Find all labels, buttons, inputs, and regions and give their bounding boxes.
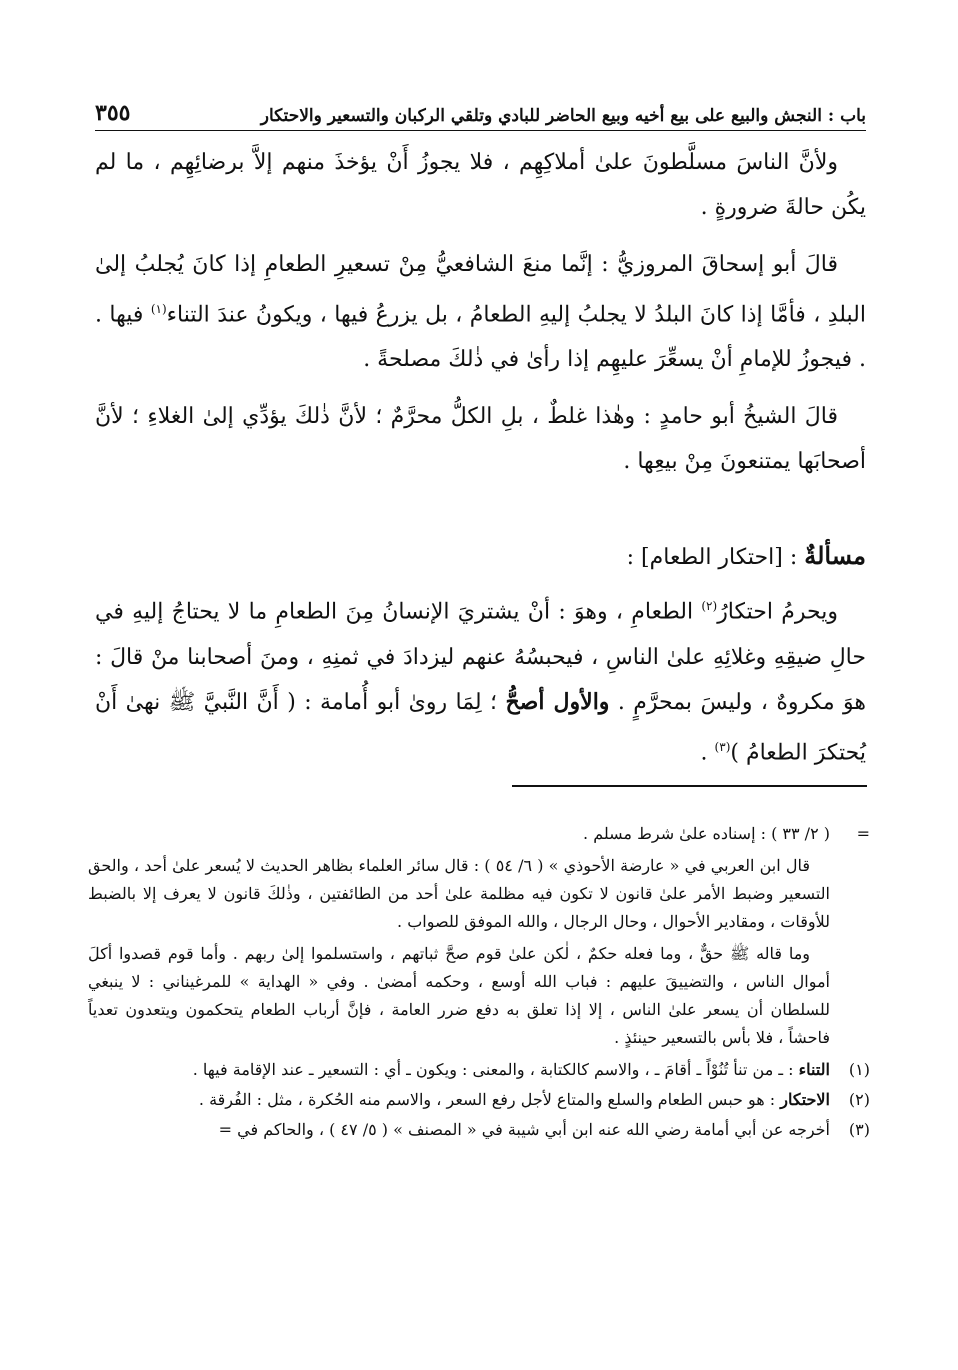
paragraph-4-part-3: ؛ لِمَا روىٰ أبو أُمامة : ( أَنَّ النَّبيَّ ﷺ نهىٰ أَنْ يُحتكرَ الطعامُ ) <box>95 689 866 765</box>
continued-line-3: وما قاله ﷺ حقٌّ ، وما فعله حكمٌ ، لٰكن علىٰ قوم صحَّ ثباتهم ، واستسلموا إلىٰ ربهم . وأما قوم قصدوا أكلَ أموال الناس ، والتضييقَ عليهم : فباب الله أوسع ، وحكمه أمضىٰ . وفي « الهداية » للمرغيناني : لا ينبغي للسلطان أن يسعر علىٰ الناس ، إلا إذا تعلق به دفع ضرر العامة ، فإنَّ أرباب الطعام يتحكمون ويتعدون تعدياً فاحشاً ، فلا بأس بالتسعير حينئذٍ . <box>88 944 830 1047</box>
footnote-number: (٢) <box>848 1090 870 1109</box>
paragraph-2 <box>95 242 866 382</box>
footnote-text <box>88 1056 830 1084</box>
paragraph-4-bold: والأول أصحُّ <box>505 688 610 715</box>
paragraph-4 <box>95 584 866 775</box>
continued-line-1: ( ٢/ ٣٣ ) : إسناده علىٰ شرط مسلم . <box>583 824 830 843</box>
footnote-body: : ـ من تنأ تُنُوْاً ـ أقامَ ـ ، والاسم كالكتابة ، والمعنى : ويكون ـ أي : التسعير ـ عند الإقامة فيها . <box>192 1060 799 1079</box>
footnote-separator <box>512 785 867 787</box>
footnote-text <box>88 1116 830 1144</box>
continued-line-2: قال ابن العربي في « عارضة الأحوذي » ( ٦/ ٥٤ ) : قال سائر العلماء بظاهر الحديث لا يُسعر علىٰ أحد ، والحق التسعير وضبط الأمر علىٰ قانون لا تكون فيه مظلمة علىٰ أحد من الطائفتين ، وذٰلكَ قانون لا يعرف إلا بالضبط للأوقات ، ومقادير الأحوال ، وحال الرجال ، والله الموفق للصواب . <box>88 856 831 931</box>
continuation-mark: = <box>856 824 870 843</box>
running-header <box>95 86 866 131</box>
paragraph-2-part-1: قالَ أبو إسحاقَ المروزيُّ : إنَّما منعَ الشافعيُّ مِنْ تسعيرِ الطعامِ إذا كانَ يُجلبُ إلىٰ البلدِ ، فأمَّا إذا كانَ البلدُ لا يجلبُ إليهِ الطعامُ ، بل يزرعُ فيها ، ويكونُ عندَ التناء <box>95 252 866 328</box>
paragraph-2-part-2: فيها . . فيجوزُ للإمامِ أنْ يسعِّرَ عليهِم إذا رأىٰ في ذٰلكَ مصلحةً . <box>95 302 866 373</box>
footnote-number: (١) <box>848 1060 870 1079</box>
issue-title: : [احتكار الطعام] : <box>626 545 805 571</box>
issue-word: مسألةٌ <box>804 541 866 571</box>
footnote-body: : هو حبس الطعام والسلع والمتاع لأجل رفع السعر ، والاسم منه الحُكرة ، مثل : الفُرقة . <box>198 1090 781 1109</box>
footnote-1 <box>88 1056 870 1084</box>
footnote-2 <box>88 1086 870 1114</box>
footnote-ref-3: (٣) <box>714 739 731 754</box>
footnote-body: أخرجه عن أبي أمامة رضي الله عنه ابن أبي شيبة في « المصنف » ( ٥/ ٤٧ ) ، والحاكم في = <box>218 1120 830 1139</box>
footnote-number: (٣) <box>848 1120 870 1139</box>
footnotes-area <box>88 820 870 1144</box>
footnote-term: التناء <box>798 1060 830 1079</box>
main-text <box>95 140 866 787</box>
paragraph-4-part-1: ويحرمُ احتكارُ <box>717 599 838 625</box>
paragraph-4-part-2: الطعامِ ، وهوَ : أنْ يشتريَ الإنسانُ مِنَ الطعامِ ما لا يحتاجُ إليهِ في حالِ ضيقِهِ وغلائِهِ علىٰ الناسِ ، فيحبسُهُ عنهم ليزدادَ في ثمنِهِ ، ومنَ أصحابنا منْ قالَ : هوَ مكروهٌ ، وليسَ بمحرَّمٍ . <box>95 599 867 715</box>
footnote-term: الاحتكار <box>780 1090 830 1109</box>
footnote-3 <box>88 1116 870 1144</box>
paragraph-4-part-4: . <box>700 739 715 765</box>
footnote-ref-1: (١) <box>150 302 167 316</box>
footnote-text <box>88 1086 830 1114</box>
issue-heading <box>95 534 866 580</box>
paragraph-1: ولأنَّ الناسَ مسلَّطونَ علىٰ أملاكِهِم ، فلا يجوزُ أَنْ يؤخذَ منهم إلاَّ برضائِهِم ، ما لم يكُن حالةَ ضرورةٍ . <box>95 150 866 220</box>
header-title: باب : النجش والبيع على بيع أخيه وبيع الحاضر للبادي وتلقي الركبان والتسعير والاحتكار <box>260 106 866 126</box>
continued-footnote <box>88 820 870 1052</box>
paragraph-3: قالَ الشيخُ أبو حامدٍ : وهٰذا غلطٌ ، بلِ الكلُّ محرَّمٌ ؛ لأنَّ ذٰلكَ يؤدِّي إلىٰ الغلاءِ ؛ لأنَّ أصحابَها يمتنعونَ مِنْ بيعِها . <box>95 404 866 475</box>
footnote-ref-2: (٢) <box>701 599 718 614</box>
page-number: ٣٥٥ <box>95 100 131 126</box>
